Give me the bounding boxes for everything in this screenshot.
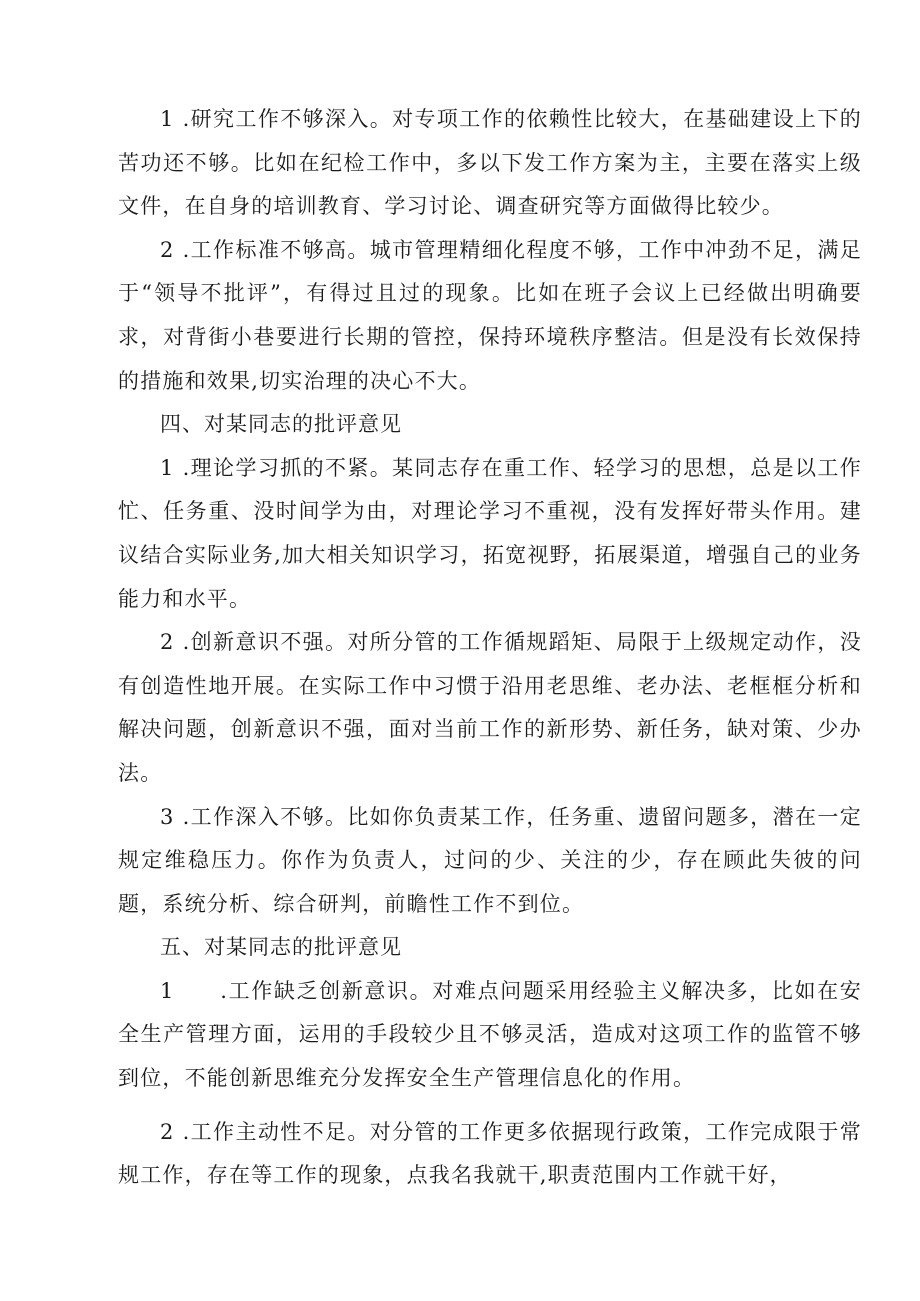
paragraph-work-standard: 2 .工作标准不够高。城市管理精细化程度不够，工作中冲劲不足，满足于“领导不批评”，有得过且过的现象。比如在班子会议上已经做出明确要求，对背街小巷要进行长期的管控，保持环境秩序整洁。但是没有长效保持的措施和效果,切实治理的决心不大。 <box>118 237 862 393</box>
document-body <box>118 98 862 1198</box>
section-heading-five: 五、对某同志的批评意见 <box>160 935 402 960</box>
paragraph-initiative: 2 .工作主动性不足。对分管的工作更多依据现行政策，工作完成限于常规工作，存在等工作的现象，点我名我就干,职责范围内工作就干好， <box>118 1119 862 1188</box>
section-heading-four: 四、对某同志的批评意见 <box>160 412 402 437</box>
paragraph-theory-study: 1 .理论学习抓的不紧。某同志存在重工作、轻学习的思想，总是以工作忙、任务重、没时间学为由，对理论学习不重视，没有发挥好带头作用。建议结合实际业务,加大相关知识学习，拓宽视野，拓展渠道，增强自己的业务能力和水平。 <box>118 455 862 611</box>
paragraph-gap <box>118 1101 862 1111</box>
paragraph-lack-innovation: 1 .工作缺乏创新意识。对难点问题采用经验主义解决多，比如在安全生产管理方面，运用的手段较少且不够灵活，造成对这项工作的监管不够到位，不能创新思维充分发挥安全生产管理信息化的作用。 <box>118 978 862 1091</box>
paragraph-research-depth: 1 .研究工作不够深入。对专项工作的依赖性比较大，在基础建设上下的苦功还不够。比如在纪检工作中，多以下发工作方案为主，主要在落实上级文件，在自身的培训教育、学习讨论、调查研究等方面做得比较少。 <box>118 107 862 219</box>
paragraph-innovation-awareness: 2 .创新意识不强。对所分管的工作循规蹈矩、局限于上级规定动作，没有创造性地开展。在实际工作中习惯于沿用老思维、老办法、老框框分析和解决问题，创新意识不强，面对当前工作的新形势、新任务，缺对策、少办法。 <box>118 630 862 785</box>
paragraph-work-depth: 3 .工作深入不够。比如你负责某工作，任务重、遗留问题多，潜在一定规定维稳压力。你作为负责人，过问的少、关注的少，存在顾此失彼的问题，系统分析、综合研判，前瞻性工作不到位。 <box>118 804 862 916</box>
